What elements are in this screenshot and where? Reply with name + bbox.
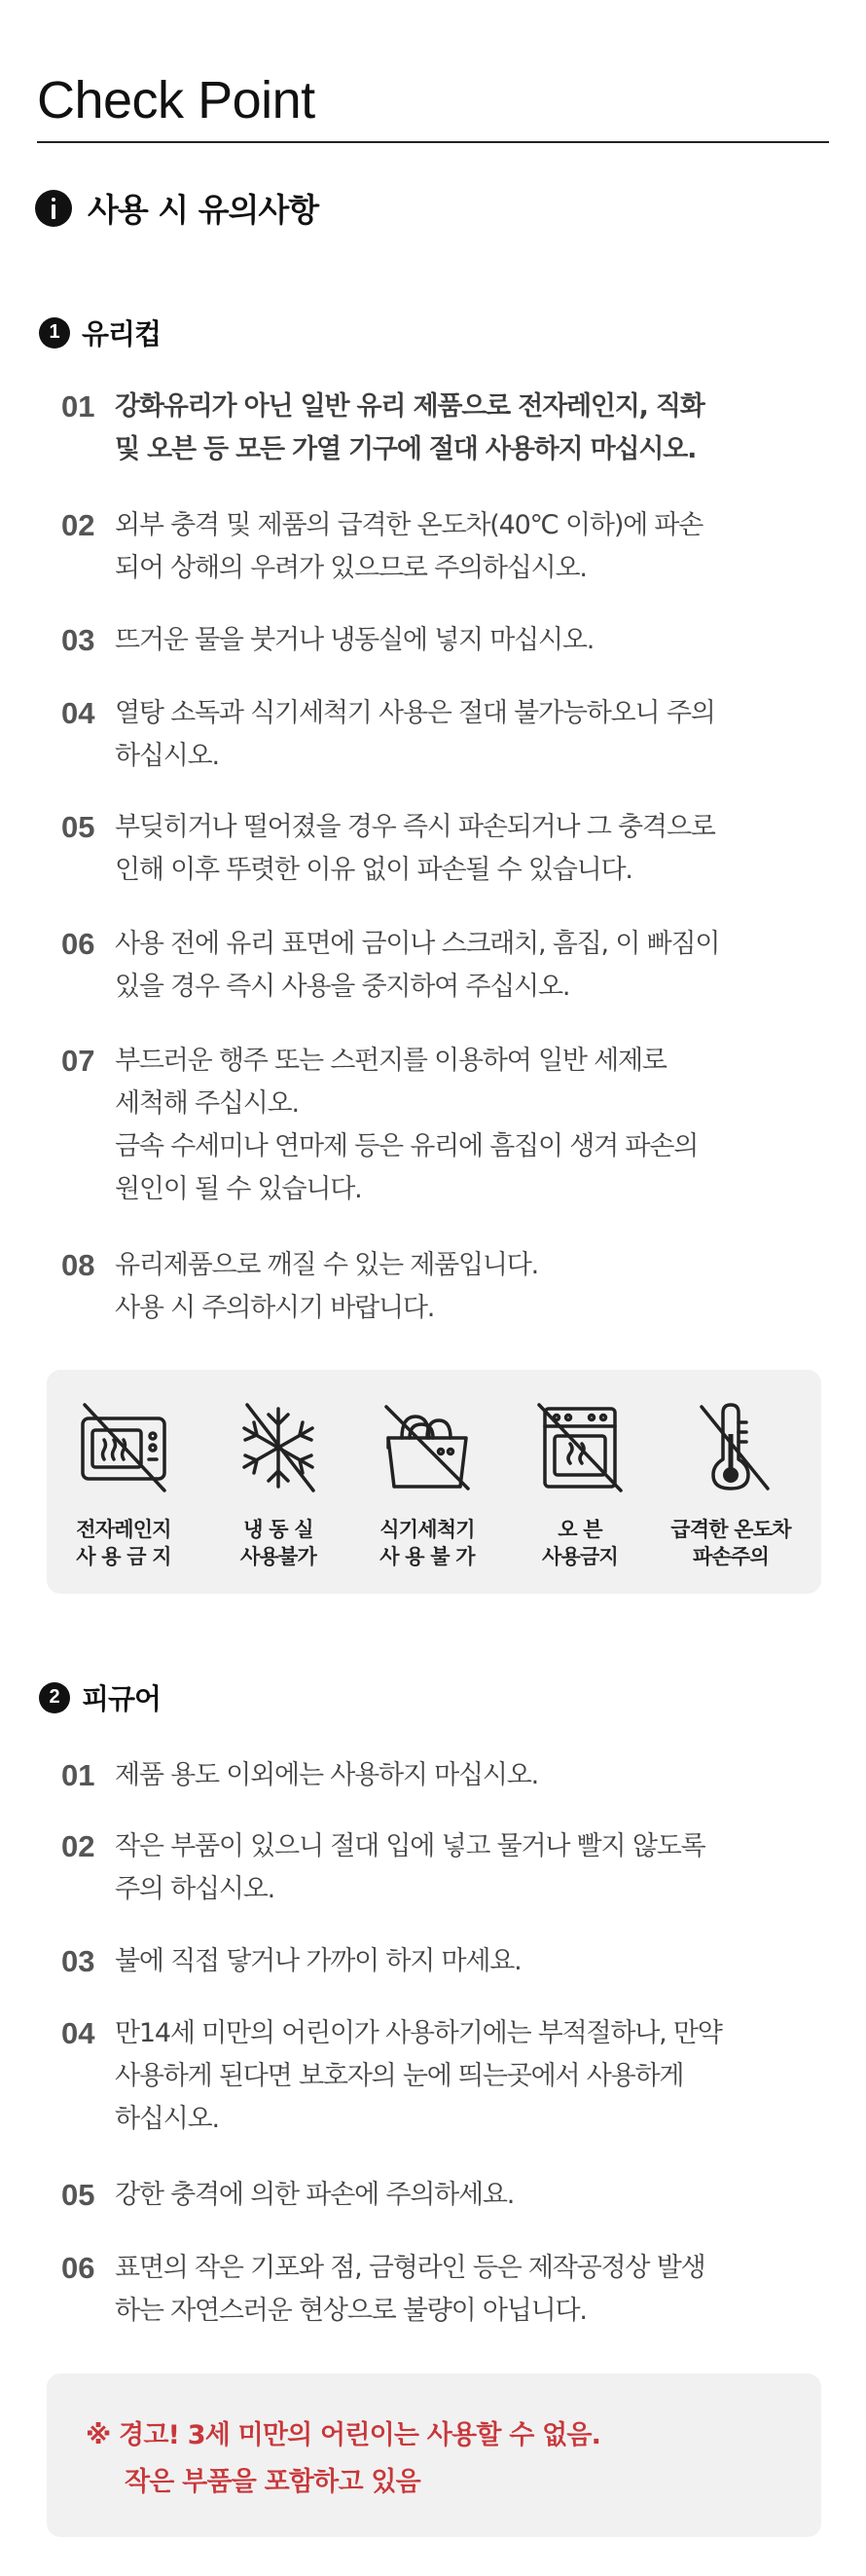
figure-heading-text: 피규어 — [82, 1682, 162, 1715]
item-number: 02 — [61, 508, 95, 542]
item-text: 불에 직접 닿거나 가까이 하지 마세요. — [115, 1946, 522, 1976]
warning-line-2: 작은 부품을 포함하고 있음 — [125, 2467, 420, 2497]
figure-section-heading — [39, 1677, 161, 1717]
item-text: 표면의 작은 기포와 점, 금형라인 등은 제작공정상 발생 하는 자연스러운 현상으로 불량이 아닙니다. — [115, 2253, 705, 2326]
freezer-prohibited-icon — [230, 1399, 327, 1496]
item-number: 04 — [61, 2016, 95, 2050]
info-icon — [35, 190, 72, 227]
icon-label: 냉 동 실 사용불가 — [240, 1518, 316, 1568]
dishwasher-prohibited-icon — [379, 1399, 476, 1496]
warning-line-1: ※ 경고! 3세 미만의 어린이는 사용할 수 없음. — [86, 2420, 601, 2450]
glass-section-heading — [39, 313, 161, 352]
item-number: 01 — [61, 389, 95, 423]
icon-cell-microwave — [51, 1399, 197, 1570]
item-number: 01 — [61, 1758, 95, 1792]
item-text: 부딪히거나 떨어졌을 경우 즉시 파손되거나 그 충격으로 인해 이후 뚜렷한 이유 없이 파손될 수 있습니다. — [115, 812, 715, 885]
prohibition-icons-panel — [47, 1370, 821, 1594]
item-text: 강한 충격에 의한 파손에 주의하세요. — [115, 2180, 515, 2210]
item-text: 강화유리가 아닌 일반 유리 제품으로 전자레인지, 직화 및 오븐 등 모든 가열 기구에 절대 사용하지 마십시오. — [115, 391, 704, 464]
item-text: 외부 충격 및 제품의 급격한 온도차(40℃ 이하)에 파손 되어 상해의 우려가 있으므로 주의하십시오. — [115, 510, 704, 583]
warning-box — [47, 2374, 821, 2537]
notice-heading — [35, 185, 318, 231]
icon-cell-freezer — [205, 1399, 351, 1570]
notice-heading-text: 사용 시 유의사항 — [88, 191, 319, 229]
glass-heading-text: 유리컵 — [82, 317, 162, 350]
item-number: 08 — [61, 1248, 95, 1282]
icon-cell-temperature — [658, 1399, 804, 1570]
item-text: 작은 부품이 있으니 절대 입에 넣고 물거나 빨지 않도록 주의 하십시오. — [115, 1831, 705, 1904]
item-number: 03 — [61, 1944, 95, 1978]
oven-prohibited-icon — [531, 1399, 629, 1496]
title-divider — [37, 141, 829, 143]
item-text: 제품 용도 이외에는 사용하지 마십시오. — [115, 1760, 539, 1790]
item-text: 만14세 미만의 어린이가 사용하기에는 부적절하나, 만약 사용하게 된다면 보호자의 눈에 띄는곳에서 사용하게 하십시오. — [115, 2018, 722, 2134]
item-number: 06 — [61, 927, 95, 961]
icon-label: 식기세척기 사 용 불 가 — [379, 1518, 475, 1568]
section-number-badge: 2 — [39, 1682, 70, 1713]
section-number-badge: 1 — [39, 317, 70, 349]
item-number: 02 — [61, 1829, 95, 1863]
icon-label: 오 븐 사용금지 — [542, 1518, 618, 1568]
item-number: 03 — [61, 623, 95, 657]
temperature-prohibited-icon — [682, 1399, 779, 1496]
item-number: 05 — [61, 2178, 95, 2212]
item-number: 06 — [61, 2251, 95, 2285]
icon-label: 전자레인지 사 용 금 지 — [76, 1518, 171, 1568]
icon-label: 급격한 온도차 파손주의 — [670, 1518, 791, 1568]
item-text: 사용 전에 유리 표면에 금이나 스크래치, 흠집, 이 빠짐이 있을 경우 즉시 사용을 중지하여 주십시오. — [115, 929, 720, 1002]
item-text: 열탕 소독과 식기세척기 사용은 절대 불가능하오니 주의 하십시오. — [115, 698, 715, 771]
item-number: 04 — [61, 696, 95, 730]
item-text: 뜨거운 물을 붓거나 냉동실에 넣지 마십시오. — [115, 625, 595, 655]
icon-cell-dishwasher — [354, 1399, 500, 1570]
item-number: 07 — [61, 1044, 95, 1078]
item-text: 부드러운 행주 또는 스펀지를 이용하여 일반 세제로 세척해 주십시오. 금속 수세미나 연마제 등은 유리에 흠집이 생겨 파손의 원인이 될 수 있습니다. — [115, 1046, 699, 1204]
page-title: Check Point — [37, 71, 315, 129]
microwave-prohibited-icon — [75, 1399, 172, 1496]
item-number: 05 — [61, 810, 95, 844]
icon-cell-oven — [507, 1399, 653, 1570]
item-text: 유리제품으로 깨질 수 있는 제품입니다. 사용 시 주의하시기 바랍니다. — [115, 1250, 539, 1323]
